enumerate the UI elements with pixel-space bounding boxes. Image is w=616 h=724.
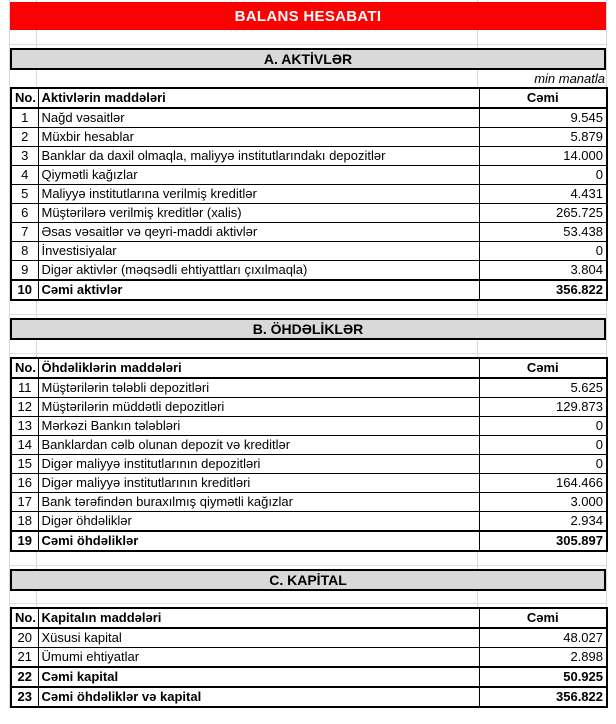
capital-table [10,607,608,708]
report-title: BALANS HESABATI [234,7,382,25]
row-no: 21 [11,648,38,668]
blank-row [10,552,606,569]
row-no: 17 [11,493,38,512]
row-value: 53.438 [479,223,607,242]
blank-row [10,340,606,357]
section-c-title: C. KAPİTAL [269,572,347,588]
section-a-title: A. AKTİVLƏR [263,51,353,67]
row-no: 3 [11,147,38,166]
row-label: Nağd vəsaitlər [38,108,479,128]
table-row [11,474,607,493]
row-value: 265.725 [479,204,607,223]
row-value: 0 [479,166,607,185]
row-no: 10 [11,280,38,300]
capital-table-header-row [11,608,607,628]
table-row [11,436,607,455]
row-value: 14.000 [479,147,607,166]
row-no: 20 [11,628,38,648]
row-value: 5.879 [479,128,607,147]
row-label: Digər aktivlər (məqsədli ehtiyattları çıxılmaqla) [38,261,479,281]
column-header-items: Öhdəliklərin maddələri [38,358,479,378]
blank-row [10,591,606,607]
column-header-no: No. [11,88,38,108]
row-label: Qiymətli kağızlar [38,166,479,185]
row-no: 15 [11,455,38,474]
section-a-header [10,48,606,70]
row-label: Bank tərəfindən buraxılmış qiymətli kağızlar [38,493,479,512]
row-value: 2.898 [479,648,607,668]
row-label: Xüsusi kapital [38,628,479,648]
row-value: 50.925 [479,667,607,687]
row-no: 22 [11,667,38,687]
blank-row [10,30,606,48]
report-title-banner [10,2,606,30]
row-no: 1 [11,108,38,128]
table-row [11,128,607,147]
row-no: 19 [11,531,38,551]
row-label: Cəmi aktivlər [38,280,479,300]
table-row [11,398,607,417]
row-no: 5 [11,185,38,204]
row-label: Digər maliyyə institutlarının depozitləri [38,455,479,474]
row-label: Digər maliyyə institutlarının kreditləri [38,474,479,493]
row-value: 0 [479,455,607,474]
blank-row [10,708,606,724]
unit-note: min manatla [534,71,605,86]
table-row [11,493,607,512]
row-label: Cəmi öhdəliklər və kapital [38,687,479,707]
sheet-gridline-horizontal [10,314,606,315]
total-row-capital [11,667,607,687]
table-row [11,512,607,532]
row-label: Maliyyə institutlarına verilmiş kreditlər [38,185,479,204]
table-row [11,108,607,128]
row-value: 0 [479,417,607,436]
section-b-title: B. ÖHDƏLİKLƏR [252,321,364,337]
row-value: 9.545 [479,108,607,128]
row-value: 129.873 [479,398,607,417]
sheet-gridline-horizontal [10,565,606,566]
row-value: 0 [479,436,607,455]
assets-table-header-row [11,88,607,108]
sheet-gridline-horizontal [10,353,606,354]
assets-table [10,87,608,301]
row-no: 12 [11,398,38,417]
row-no: 7 [11,223,38,242]
total-row-assets [11,280,607,300]
row-no: 9 [11,261,38,281]
column-header-no: No. [11,358,38,378]
row-label: Cəmi kapital [38,667,479,687]
row-label: Mərkəzi Bankın tələbləri [38,417,479,436]
row-value: 305.897 [479,531,607,551]
total-row-liabilities-and-capital [11,687,607,707]
row-no: 4 [11,166,38,185]
section-c-header [10,569,606,591]
row-value: 164.466 [479,474,607,493]
row-no: 2 [11,128,38,147]
table-row [11,378,607,398]
row-label: Ümumi ehtiyatlar [38,648,479,668]
table-row [11,166,607,185]
row-value: 3.000 [479,493,607,512]
row-no: 8 [11,242,38,261]
column-header-total: Cəmi [479,358,607,378]
table-row [11,648,607,668]
sheet-gridline-horizontal [10,603,606,604]
balance-sheet [10,0,606,724]
row-no: 11 [11,378,38,398]
sheet-gridline-horizontal [10,44,606,45]
row-no: 6 [11,204,38,223]
table-row [11,204,607,223]
blank-row [10,301,606,318]
row-value: 2.934 [479,512,607,532]
table-row [11,628,607,648]
row-label: Müxbir hesablar [38,128,479,147]
row-no: 18 [11,512,38,532]
unit-note-row [10,70,606,87]
table-row [11,455,607,474]
liabilities-table-header-row [11,358,607,378]
column-header-items: Aktivlərin maddələri [38,88,479,108]
liabilities-table [10,357,608,552]
row-label: Əsas vəsaitlər və qeyri-maddi aktivlər [38,223,479,242]
table-row [11,147,607,166]
row-value: 356.822 [479,280,607,300]
row-label: Müştərilərin tələbli depozitləri [38,378,479,398]
column-header-total: Cəmi [479,608,607,628]
row-value: 5.625 [479,378,607,398]
section-b-header [10,318,606,340]
column-header-no: No. [11,608,38,628]
row-no: 23 [11,687,38,707]
table-row [11,417,607,436]
row-label: Banklardan cəlb olunan depozit və kreditlər [38,436,479,455]
row-value: 4.431 [479,185,607,204]
row-value: 356.822 [479,687,607,707]
row-label: Cəmi öhdəliklər [38,531,479,551]
row-no: 16 [11,474,38,493]
row-label: Digər öhdəliklər [38,512,479,532]
row-label: Müştərilərin müddətli depozitləri [38,398,479,417]
total-row-liabilities [11,531,607,551]
row-value: 48.027 [479,628,607,648]
column-header-items: Kapitalın maddələri [38,608,479,628]
table-row [11,261,607,281]
table-row [11,242,607,261]
row-value: 0 [479,242,607,261]
row-label: Banklar da daxil olmaqla, maliyyə institutlarındakı depozitlər [38,147,479,166]
row-no: 14 [11,436,38,455]
column-header-total: Cəmi [479,88,607,108]
table-row [11,223,607,242]
row-label: İnvestisiyalar [38,242,479,261]
row-label: Müştərilərə verilmiş kreditlər (xalis) [38,204,479,223]
row-no: 13 [11,417,38,436]
row-value: 3.804 [479,261,607,281]
table-row [11,185,607,204]
